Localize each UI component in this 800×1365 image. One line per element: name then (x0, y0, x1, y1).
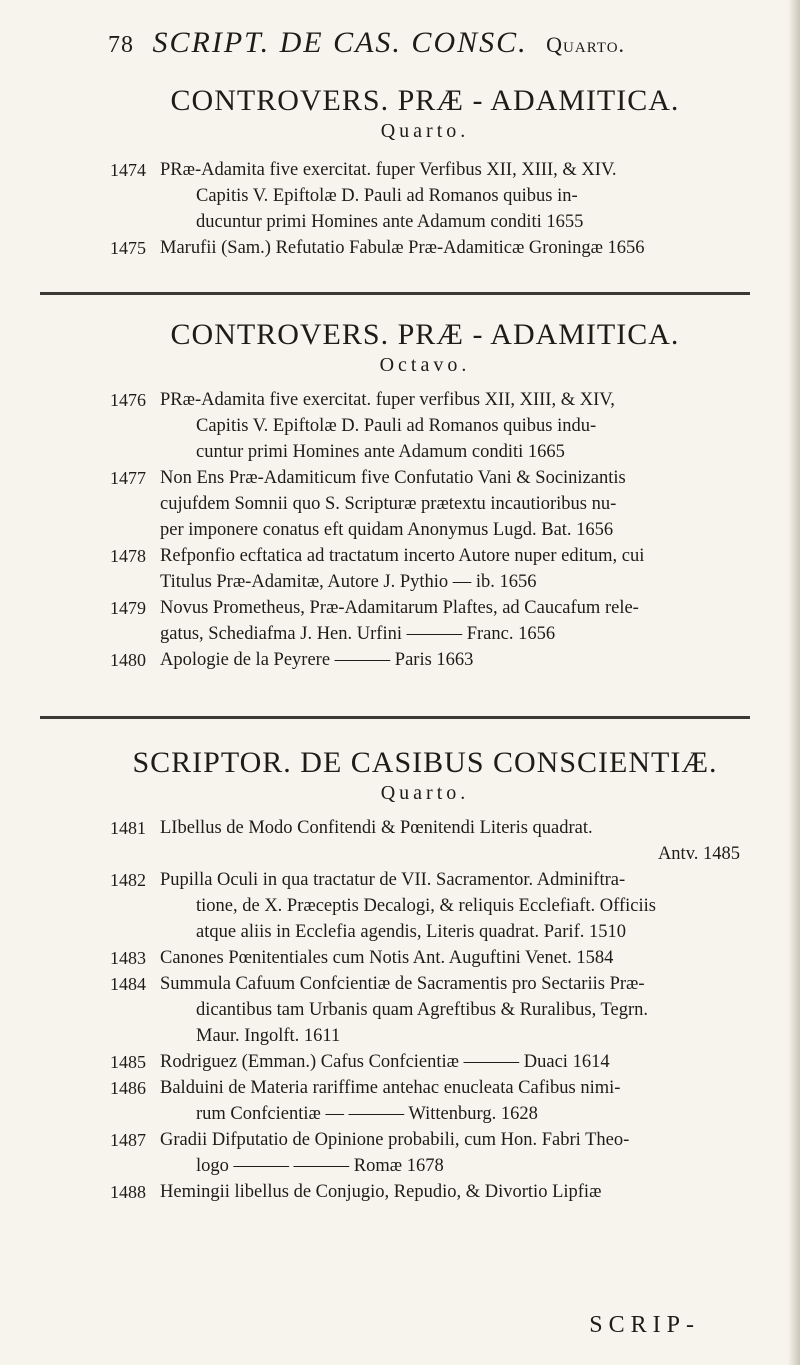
section-heading: SCRIPTOR. DE CASIBUS CONSCIENTIÆ. (132, 746, 718, 779)
entry-line: Capitis V. Epiftolæ D. Pauli ad Romanos quibus in- (196, 186, 578, 206)
section-subheading: Octavo. (379, 354, 471, 376)
entry-number: 1484 (110, 974, 146, 994)
entry-line: cujufdem Somnii quo S. Scripturæ prætextu incautioribus nu- (160, 494, 617, 514)
entry-line: Marufii (Sam.) Refutatio Fabulæ Præ-Adamiticæ Groningæ 1656 (160, 238, 645, 258)
entry-line: PRæ-Adamita five exercitat. fuper verfibus XII, XIII, & XIV, (160, 390, 615, 410)
running-format: Quarto. (546, 32, 626, 57)
catalogue-entry (90, 543, 760, 595)
section-rule (40, 716, 750, 719)
entry-line: dicantibus tam Urbanis quam Agreftibus & Ruralibus, Tegrn. (196, 1000, 649, 1020)
entry-line: Antv. 1485 (657, 844, 740, 864)
section-subheading: Quarto. (380, 120, 470, 142)
catalogue-entry (90, 867, 760, 945)
entry-line: logo ——— ——— Romæ 1678 (196, 1156, 444, 1176)
entry-number: 1479 (110, 598, 146, 618)
catalogue-entry (90, 1179, 760, 1205)
entry-number: 1481 (110, 818, 146, 838)
section-rule (40, 292, 750, 295)
section-prae-adamitica-quarto (90, 84, 760, 261)
section-subheading: Quarto. (380, 782, 470, 804)
entry-number: 1480 (110, 650, 146, 670)
catalogue-entry (90, 945, 760, 971)
entry-line: Hemingii libellus de Conjugio, Repudio, & Divortio Lipfiæ (160, 1182, 602, 1202)
section-casibus-conscientiae-quarto (90, 746, 760, 1205)
section-heading: CONTROVERS. PRÆ - ADAMITICA. (170, 318, 680, 351)
entry-number: 1482 (110, 870, 146, 890)
entry-number: 1474 (110, 160, 146, 180)
catchword: SCRIP- (589, 1312, 700, 1338)
catalogue-entry (90, 1127, 760, 1179)
running-title: SCRIPT. DE CAS. CONSC. (152, 26, 528, 59)
catalogue-entry (90, 647, 760, 673)
entry-line: rum Confcientiæ — ——— Wittenburg. 1628 (196, 1104, 538, 1124)
entry-line: Canones Pœnitentiales cum Notis Ant. Auguftini Venet. 1584 (160, 948, 614, 968)
section-prae-adamitica-octavo (90, 318, 760, 673)
entry-number: 1487 (110, 1130, 146, 1150)
entry-line: Maur. Ingolft. 1611 (196, 1026, 341, 1046)
entry-line: Titulus Præ-Adamitæ, Autore J. Pythio — ib. 1656 (160, 572, 537, 592)
catalogue-entry (90, 1049, 760, 1075)
entry-line: tione, de X. Præceptis Decalogi, & reliquis Ecclefiaft. Officiis (196, 896, 656, 916)
entry-line: Balduini de Materia rariffime antehac enucleata Cafibus nimi- (160, 1078, 621, 1098)
entry-number: 1486 (110, 1078, 146, 1098)
entry-line: Refponfio ecftatica ad tractatum incerto Autore nuper editum, cui (160, 546, 645, 566)
entry-number: 1485 (110, 1052, 146, 1072)
entry-line: Gradii Difputatio de Opinione probabili, cum Hon. Fabri Theo- (160, 1130, 630, 1150)
catalogue-entry (90, 971, 760, 1049)
catalogue-entry (90, 815, 760, 867)
catalogue-entry (90, 387, 760, 465)
entry-line: atque aliis in Ecclefia agendis, Literis quadrat. Parif. 1510 (196, 922, 626, 942)
entry-line: PRæ-Adamita five exercitat. fuper Verfibus XII, XIII, & XIV. (160, 160, 617, 180)
catalogue-entry (90, 465, 760, 543)
entry-line: Rodriguez (Emman.) Cafus Confcientiæ ——— Duaci 1614 (160, 1052, 610, 1072)
entry-number: 1476 (110, 390, 146, 410)
entry-number: 1488 (110, 1182, 146, 1202)
page-number: 78 (108, 32, 134, 58)
entry-number: 1483 (110, 948, 146, 968)
catalogue-entry (90, 1075, 760, 1127)
section-heading: CONTROVERS. PRÆ - ADAMITICA. (170, 84, 680, 117)
entry-line: Apologie de la Peyrere ——— Paris 1663 (160, 650, 474, 670)
entry-number: 1477 (110, 468, 146, 488)
entry-line: cuntur primi Homines ante Adamum conditi 1665 (196, 442, 565, 462)
entry-line: LIbellus de Modo Confitendi & Pœnitendi Literis quadrat. (160, 818, 593, 838)
entry-line: Summula Cafuum Confcientiæ de Sacramentis pro Sectariis Præ- (160, 974, 645, 994)
catalogue-entry (90, 157, 760, 235)
entry-line: gatus, Schediafma J. Hen. Urfini ——— Franc. 1656 (160, 624, 556, 644)
entry-line: per imponere conatus eft quidam Anonymus Lugd. Bat. 1656 (160, 520, 614, 540)
entry-line: Capitis V. Epiftolæ D. Pauli ad Romanos quibus indu- (196, 416, 597, 436)
running-head (108, 26, 740, 60)
entry-line: Non Ens Præ-Adamiticum five Confutatio Vani & Socinizantis (160, 468, 626, 488)
catalogue-entry (90, 595, 760, 647)
entry-number: 1475 (110, 238, 146, 258)
entry-line: Pupilla Oculi in qua tractatur de VII. Sacramentor. Adminiftra- (160, 870, 626, 890)
entry-number: 1478 (110, 546, 146, 566)
page-edge-shadow (788, 0, 800, 1365)
catalogue-entry (90, 235, 760, 261)
entry-line: Novus Prometheus, Præ-Adamitarum Plaftes, ad Caucafum rele- (160, 598, 639, 618)
entry-line: ducuntur primi Homines ante Adamum conditi 1655 (196, 212, 584, 232)
